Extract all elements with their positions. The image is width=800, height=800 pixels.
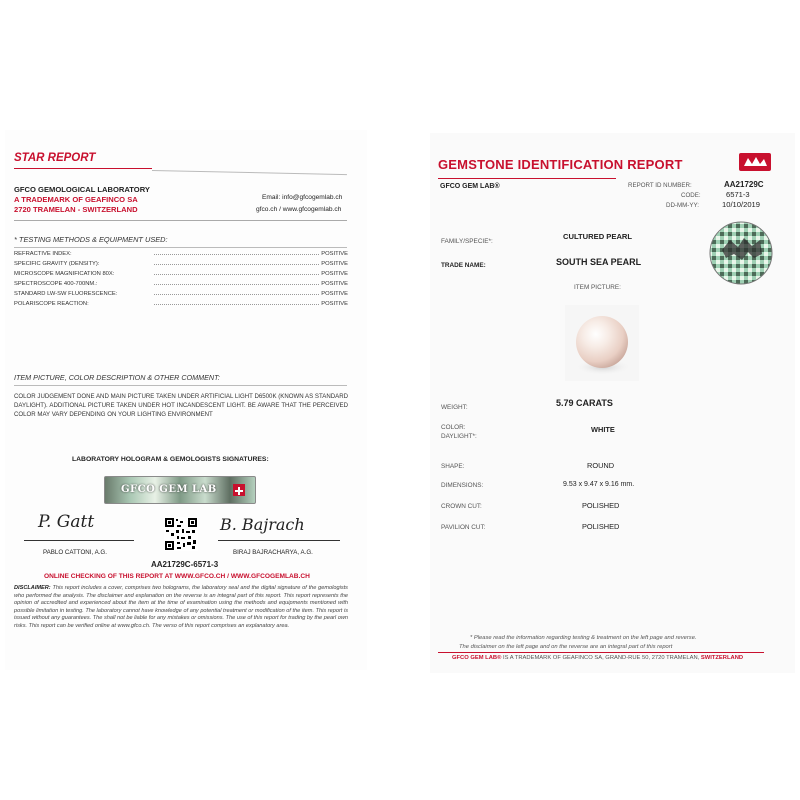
- test-label: SPECTROSCOPE 400-700NM.:: [14, 281, 98, 287]
- footer-brand: GFCO GEM LAB®: [452, 655, 502, 661]
- test-label: REFRACTIVE INDEX:: [14, 251, 72, 257]
- test-row: [14, 301, 348, 307]
- footnote-1: * Please read the information regarding testing & treatment on the left page and reverse.: [470, 635, 697, 641]
- daylight-label: DAYLIGHT*:: [441, 433, 477, 440]
- qr-code-icon: [164, 517, 198, 551]
- signature-2-line: [218, 540, 340, 541]
- pearl-image: [565, 305, 639, 381]
- test-row: [14, 281, 348, 287]
- right-title-underline: [438, 178, 616, 179]
- family-value: CULTURED PEARL: [563, 232, 633, 241]
- test-row: [14, 291, 348, 297]
- comment-text: COLOR JUDGEMENT DONE AND MAIN PICTURE TAKEN UNDER ARTIFICIAL LIGHT D6500K (KNOWN AS STANDARD DAYLIGHT). ADDITIONAL PICTURE TAKEN UNDER HOT INCANDESCENT LIGHT. BE AWARE THAT THE PERCEIVED COLOR MAY VARY DEPENDING ON YOUR LIGHTING ENVIRONMENT: [14, 393, 348, 418]
- disclaimer: [14, 585, 348, 631]
- test-leader: [154, 271, 319, 275]
- weight-value: 5.79 CARATS: [556, 398, 613, 408]
- dimensions-label: DIMENSIONS:: [441, 482, 484, 489]
- footnote-2: The disclaimer on the left page and on the reverse are an integral part of this report: [459, 644, 673, 650]
- sublab-name: GFCO GEM LAB®: [440, 183, 500, 190]
- trade-value: SOUTH SEA PEARL: [556, 257, 642, 267]
- signature-1: P. Gatt: [38, 512, 95, 532]
- lab-web: gfco.ch / www.gfcogemlab.ch: [256, 206, 342, 213]
- comment-divider: [14, 385, 347, 386]
- test-leader: [154, 291, 319, 295]
- color-value: WHITE: [591, 425, 615, 434]
- comment-heading: ITEM PICTURE, COLOR DESCRIPTION & OTHER COMMENT:: [14, 373, 220, 382]
- online-check: ONLINE CHECKING OF THIS REPORT AT WWW.GFCO.CH / WWW.GFCOGEMLAB.CH: [44, 573, 310, 580]
- hologram-heading: LABORATORY HOLOGRAM & GEMOLOGISTS SIGNATURES:: [72, 456, 269, 463]
- disclaimer-label: DISCLAIMER:: [14, 585, 51, 591]
- lab-address: 2720 TRAMELAN - SWITZERLAND: [14, 205, 138, 214]
- code-label: CODE:: [681, 192, 701, 199]
- test-row: [14, 271, 348, 277]
- disclaimer-text: This report includes a cover, comprises two holograms, the laboratory seal and the digital signature of the gemologists who performed the analysis. The disclaimer and explanation on the reverse is an integral part of this report. This report represents the opinion of accredited and experienced about the item at the time of examination using the methods and equipments mentioned with possible limitation in testing. The laboratory cannot have knowledge of any potential treatment or modification of the item. This report is issued without any guarantees. The shall not be liable for any mistakes or omissions. The use of this report for trading by the pearl own risks. This report can be verified online at www.gfco.ch. The verso of this report comprises an explanatory area.: [14, 585, 348, 629]
- signature-1-line: [24, 540, 134, 541]
- color-label: COLOR:: [441, 424, 466, 431]
- test-label: MICROSCOPE MAGNIFICATION 80X:: [14, 271, 115, 277]
- test-label: SPECIFIC GRAVITY (DENSITY):: [14, 261, 100, 267]
- signature-2: B. Bajrach: [220, 515, 305, 534]
- test-value: POSITIVE: [321, 251, 348, 257]
- hologram-text: GFCO GEM LAB: [121, 484, 217, 495]
- report-code: AA21729C-6571-3: [151, 560, 219, 569]
- lab-trademark: A TRADEMARK OF GEAFINCO SA: [14, 195, 138, 204]
- lab-email: Email: info@gfcogemlab.ch: [262, 194, 343, 201]
- test-value: POSITIVE: [321, 261, 348, 267]
- test-leader: [154, 261, 319, 265]
- footer: [452, 655, 743, 661]
- pavilion-label: PAVILION CUT:: [441, 524, 486, 531]
- title-underline: [14, 168, 152, 169]
- test-leader: [154, 251, 319, 255]
- testing-divider: [14, 247, 347, 248]
- footer-text: IS A TRADEMARK OF GEAFINCO SA, GRAND-RUE 50, 2720 TRAMELAN,: [502, 655, 700, 661]
- test-row: [14, 251, 348, 257]
- pavilion-value: POLISHED: [582, 522, 620, 531]
- signer-2-name: BIRAJ BAJRACHARYA, A.G.: [233, 549, 313, 556]
- logo-icon: [738, 152, 772, 172]
- family-label: FAMILY/SPECIE*:: [441, 238, 493, 245]
- report-id-label: REPORT ID NUMBER:: [628, 182, 692, 189]
- test-label: STANDARD LW-SW FLUORESCENCE:: [14, 291, 118, 297]
- code-value: 6571-3: [726, 190, 750, 199]
- test-value: POSITIVE: [321, 271, 348, 277]
- test-leader: [154, 281, 319, 285]
- trade-label: TRADE NAME:: [441, 262, 486, 269]
- shape-value: ROUND: [587, 461, 615, 470]
- test-value: POSITIVE: [321, 291, 348, 297]
- footer-line: [438, 652, 764, 653]
- test-row: [14, 261, 348, 267]
- weight-label: WEIGHT:: [441, 404, 468, 411]
- swiss-flag-icon: [233, 484, 245, 496]
- footer-country: SWITZERLAND: [700, 655, 744, 661]
- gemstone-report-title: GEMSTONE IDENTIFICATION REPORT: [438, 157, 683, 172]
- dimensions-value: 9.53 x 9.47 x 9.16 mm.: [563, 481, 635, 488]
- test-value: POSITIVE: [321, 301, 348, 307]
- test-value: POSITIVE: [321, 281, 348, 287]
- signer-1-name: PABLO CATTONI, A.G.: [43, 549, 107, 556]
- crown-value: POLISHED: [582, 501, 620, 510]
- lab-name: GFCO GEMOLOGICAL LABORATORY: [14, 185, 150, 194]
- picture-label: ITEM PICTURE:: [574, 284, 621, 291]
- shape-label: SHAPE:: [441, 463, 465, 470]
- star-report-title: STAR REPORT: [14, 152, 96, 164]
- header-divider: [14, 220, 347, 221]
- date-value: 10/10/2019: [722, 200, 761, 209]
- crown-label: CROWN CUT:: [441, 503, 482, 510]
- report-id-value: AA21729C: [724, 180, 764, 189]
- hologram-seal-icon: [708, 220, 774, 286]
- test-leader: [154, 301, 319, 305]
- test-label: POLARISCOPE REACTION:: [14, 301, 89, 307]
- testing-heading: * TESTING METHODS & EQUIPMENT USED:: [14, 235, 168, 244]
- date-label: DD-MM-YY:: [666, 202, 699, 209]
- hologram-strip: [104, 476, 256, 504]
